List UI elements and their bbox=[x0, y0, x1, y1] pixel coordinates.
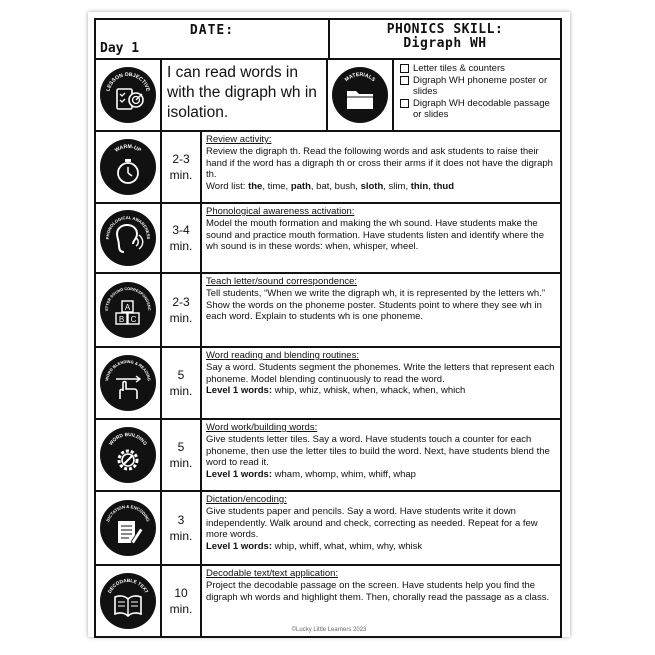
material-item: Digraph WH phoneme poster or slides bbox=[398, 75, 556, 98]
paper-pencil-icon bbox=[100, 500, 156, 556]
activity-title: Decodable text/text application: bbox=[206, 568, 339, 579]
word-list-word-digraph: path bbox=[290, 181, 311, 193]
word-list-word: , bbox=[262, 181, 268, 193]
svg-text:DECODABLE TEXT: DECODABLE TEXT bbox=[107, 578, 149, 595]
activity-time: 3-4 min. bbox=[162, 204, 202, 272]
materials-list bbox=[394, 60, 560, 130]
activity-body: Project the decodable passage on the screen. Have students help you find the digraph wh words and highlight them. Then, chorally read the passage as a class. bbox=[206, 579, 550, 603]
stopwatch-icon bbox=[100, 139, 156, 195]
gear-wrench-icon bbox=[100, 427, 156, 483]
activity-row-decodable-text bbox=[96, 566, 560, 636]
copyright-footer: ©Lucky Little Learners 2023 bbox=[291, 627, 367, 633]
activity-description bbox=[202, 420, 560, 490]
material-item: Digraph WH decodable passage or slides bbox=[398, 98, 556, 121]
activity-body: Model the mouth formation and making the wh sound. Have students make the sound and practice mouth formation. Have students listen and identify where the wh sound is in these words: when, whisper, wheel. bbox=[206, 217, 544, 253]
objective-row bbox=[96, 60, 560, 132]
objective-text: I can read words in with the digraph wh in isolation. bbox=[162, 60, 328, 130]
word-list-word: , bbox=[329, 181, 335, 193]
materials-icon-label: MATERIALS bbox=[343, 71, 377, 84]
activity-title: Phonological awareness activation: bbox=[206, 206, 355, 217]
svg-text:LETTER SOUND CORRESPONDENCE: ETTER SOUND CORRESPONDENC bbox=[104, 286, 152, 311]
activity-row-phonological-awareness bbox=[96, 204, 560, 274]
ear-icon bbox=[100, 210, 156, 266]
word-list-word: , bbox=[383, 181, 389, 193]
word-list-word: , bbox=[405, 181, 411, 193]
activity-time: 5 min. bbox=[162, 348, 202, 418]
level-words: Level 1 words: whip, whiz, whisk, when, whack, when, which bbox=[206, 385, 466, 397]
open-book-icon bbox=[100, 573, 156, 629]
activity-time: 2-3 min. bbox=[162, 132, 202, 202]
activity-title: Dictation/encoding: bbox=[206, 494, 287, 505]
phonics-skill-cell bbox=[330, 20, 560, 58]
objective-icon-cell bbox=[96, 60, 162, 130]
skill-name: Digraph WH bbox=[403, 36, 487, 51]
skill-heading: PHONICS SKILL: bbox=[386, 22, 504, 37]
material-item: Letter tiles & counters bbox=[398, 63, 556, 75]
target-checklist-icon bbox=[100, 67, 156, 123]
activity-title: Review activity: bbox=[206, 134, 272, 145]
materials-icon-cell bbox=[328, 60, 394, 130]
activity-description bbox=[202, 274, 560, 346]
word-list-word: slim bbox=[388, 181, 406, 193]
activity-description bbox=[202, 132, 560, 202]
word-list-word-digraph: the bbox=[248, 181, 263, 193]
svg-text:WORD BLENDING & READING: WORD BLENDING & READING bbox=[104, 358, 152, 382]
activity-body: Say a word. Students segment the phonemes. Write the letters that represent each phoneme. Model blending continuously to read the word. bbox=[206, 361, 555, 385]
letter-blocks-icon bbox=[100, 282, 156, 338]
folder-icon bbox=[332, 67, 388, 123]
checkbox-icon bbox=[400, 99, 409, 108]
activity-icon-cell bbox=[96, 348, 162, 418]
activity-row-letter-sound bbox=[96, 274, 560, 348]
lesson-plan-page bbox=[88, 12, 570, 637]
activity-icon-cell bbox=[96, 132, 162, 202]
activity-description bbox=[202, 492, 560, 564]
svg-text:C: C bbox=[130, 315, 137, 324]
activity-icon-cell bbox=[96, 274, 162, 346]
word-list: Word list: the, time, path, bat, bush, sloth, slim, thin, thud bbox=[206, 181, 454, 193]
day-label: Day 1 bbox=[100, 41, 140, 56]
word-list-word: bush bbox=[334, 181, 356, 193]
activity-row-word-blending bbox=[96, 348, 560, 420]
svg-text:WORD BUILDING: WORD BUILDING bbox=[108, 432, 148, 447]
activity-body: Give students paper and pencils. Say a word. Have students write it down independently. Walk around and check, correcting as needed. Repeat for a few more words. bbox=[206, 505, 538, 541]
word-list-word: , bbox=[355, 181, 361, 193]
svg-text:MATERIALS bbox=[344, 72, 377, 84]
svg-text:PHONOLOGICAL AWARENESS: PHONOLOGICAL AWARENESS bbox=[104, 214, 152, 240]
activity-row-dictation bbox=[96, 492, 560, 566]
word-list-word: time bbox=[267, 181, 286, 193]
word-list-word-digraph: thin bbox=[410, 181, 429, 193]
activity-title: Teach letter/sound correspondence: bbox=[206, 276, 358, 287]
level-words: Level 1 words: whip, whiff, what, whim, why, whisk bbox=[206, 541, 423, 553]
activity-body: Give students letter tiles. Say a word. Have students touch a counter for each phoneme, then use the letter tiles to build the word. Next, have students blend the word to read it. bbox=[206, 433, 550, 469]
checkbox-icon bbox=[400, 76, 409, 85]
activity-row-warm-up bbox=[96, 132, 560, 204]
activity-body: Review the digraph th. Read the following words and ask students to raise their hand if the word has a digraph th or cross their arms if it does not have the digraph th. bbox=[206, 145, 553, 181]
svg-text:DICTATION & ENCODING: DICTATION & ENCODING bbox=[105, 503, 151, 523]
header-row bbox=[96, 20, 560, 60]
activity-time: 2-3 min. bbox=[162, 274, 202, 346]
activity-description bbox=[202, 204, 560, 272]
lesson-plan-table bbox=[94, 18, 562, 638]
activity-icon-cell bbox=[96, 492, 162, 564]
activity-row-word-building bbox=[96, 420, 560, 492]
activity-icon-cell bbox=[96, 420, 162, 490]
svg-text:A: A bbox=[124, 303, 131, 312]
word-list-word-digraph: thud bbox=[433, 181, 454, 193]
svg-text:WARM-UP: WARM-UP bbox=[114, 143, 143, 154]
activity-icon-cell bbox=[96, 204, 162, 272]
date-label: DATE: bbox=[189, 23, 235, 38]
svg-text:B: B bbox=[118, 315, 125, 324]
checkbox-icon bbox=[400, 64, 409, 73]
activity-title: Word reading and blending routines: bbox=[206, 350, 359, 361]
activity-time: 5 min. bbox=[162, 420, 202, 490]
word-list-word: , bbox=[285, 181, 291, 193]
activity-icon-cell bbox=[96, 566, 162, 636]
word-list-word-digraph: sloth bbox=[360, 181, 384, 193]
activity-time: 3 min. bbox=[162, 492, 202, 564]
activity-description bbox=[202, 566, 560, 636]
activity-time: 10 min. bbox=[162, 566, 202, 636]
objective-icon-label: LESSON OBJECTIVE bbox=[105, 71, 151, 93]
activity-title: Word work/building words: bbox=[206, 422, 318, 433]
date-cell bbox=[96, 20, 330, 58]
word-list-word: , bbox=[428, 181, 434, 193]
word-list-word: , bbox=[310, 181, 317, 193]
pointing-hand-icon bbox=[100, 355, 156, 411]
level-words: Level 1 words: wham, whomp, whim, whiff, whap bbox=[206, 469, 416, 481]
word-list-word: bat bbox=[316, 181, 330, 193]
activity-body: Tell students, “When we write the digraph wh, it is represented by the letters wh.” Show the words on the phoneme poster. Students point to where they see wh in each word. Explain to students wh is one phoneme. bbox=[206, 287, 545, 323]
activity-description bbox=[202, 348, 560, 418]
